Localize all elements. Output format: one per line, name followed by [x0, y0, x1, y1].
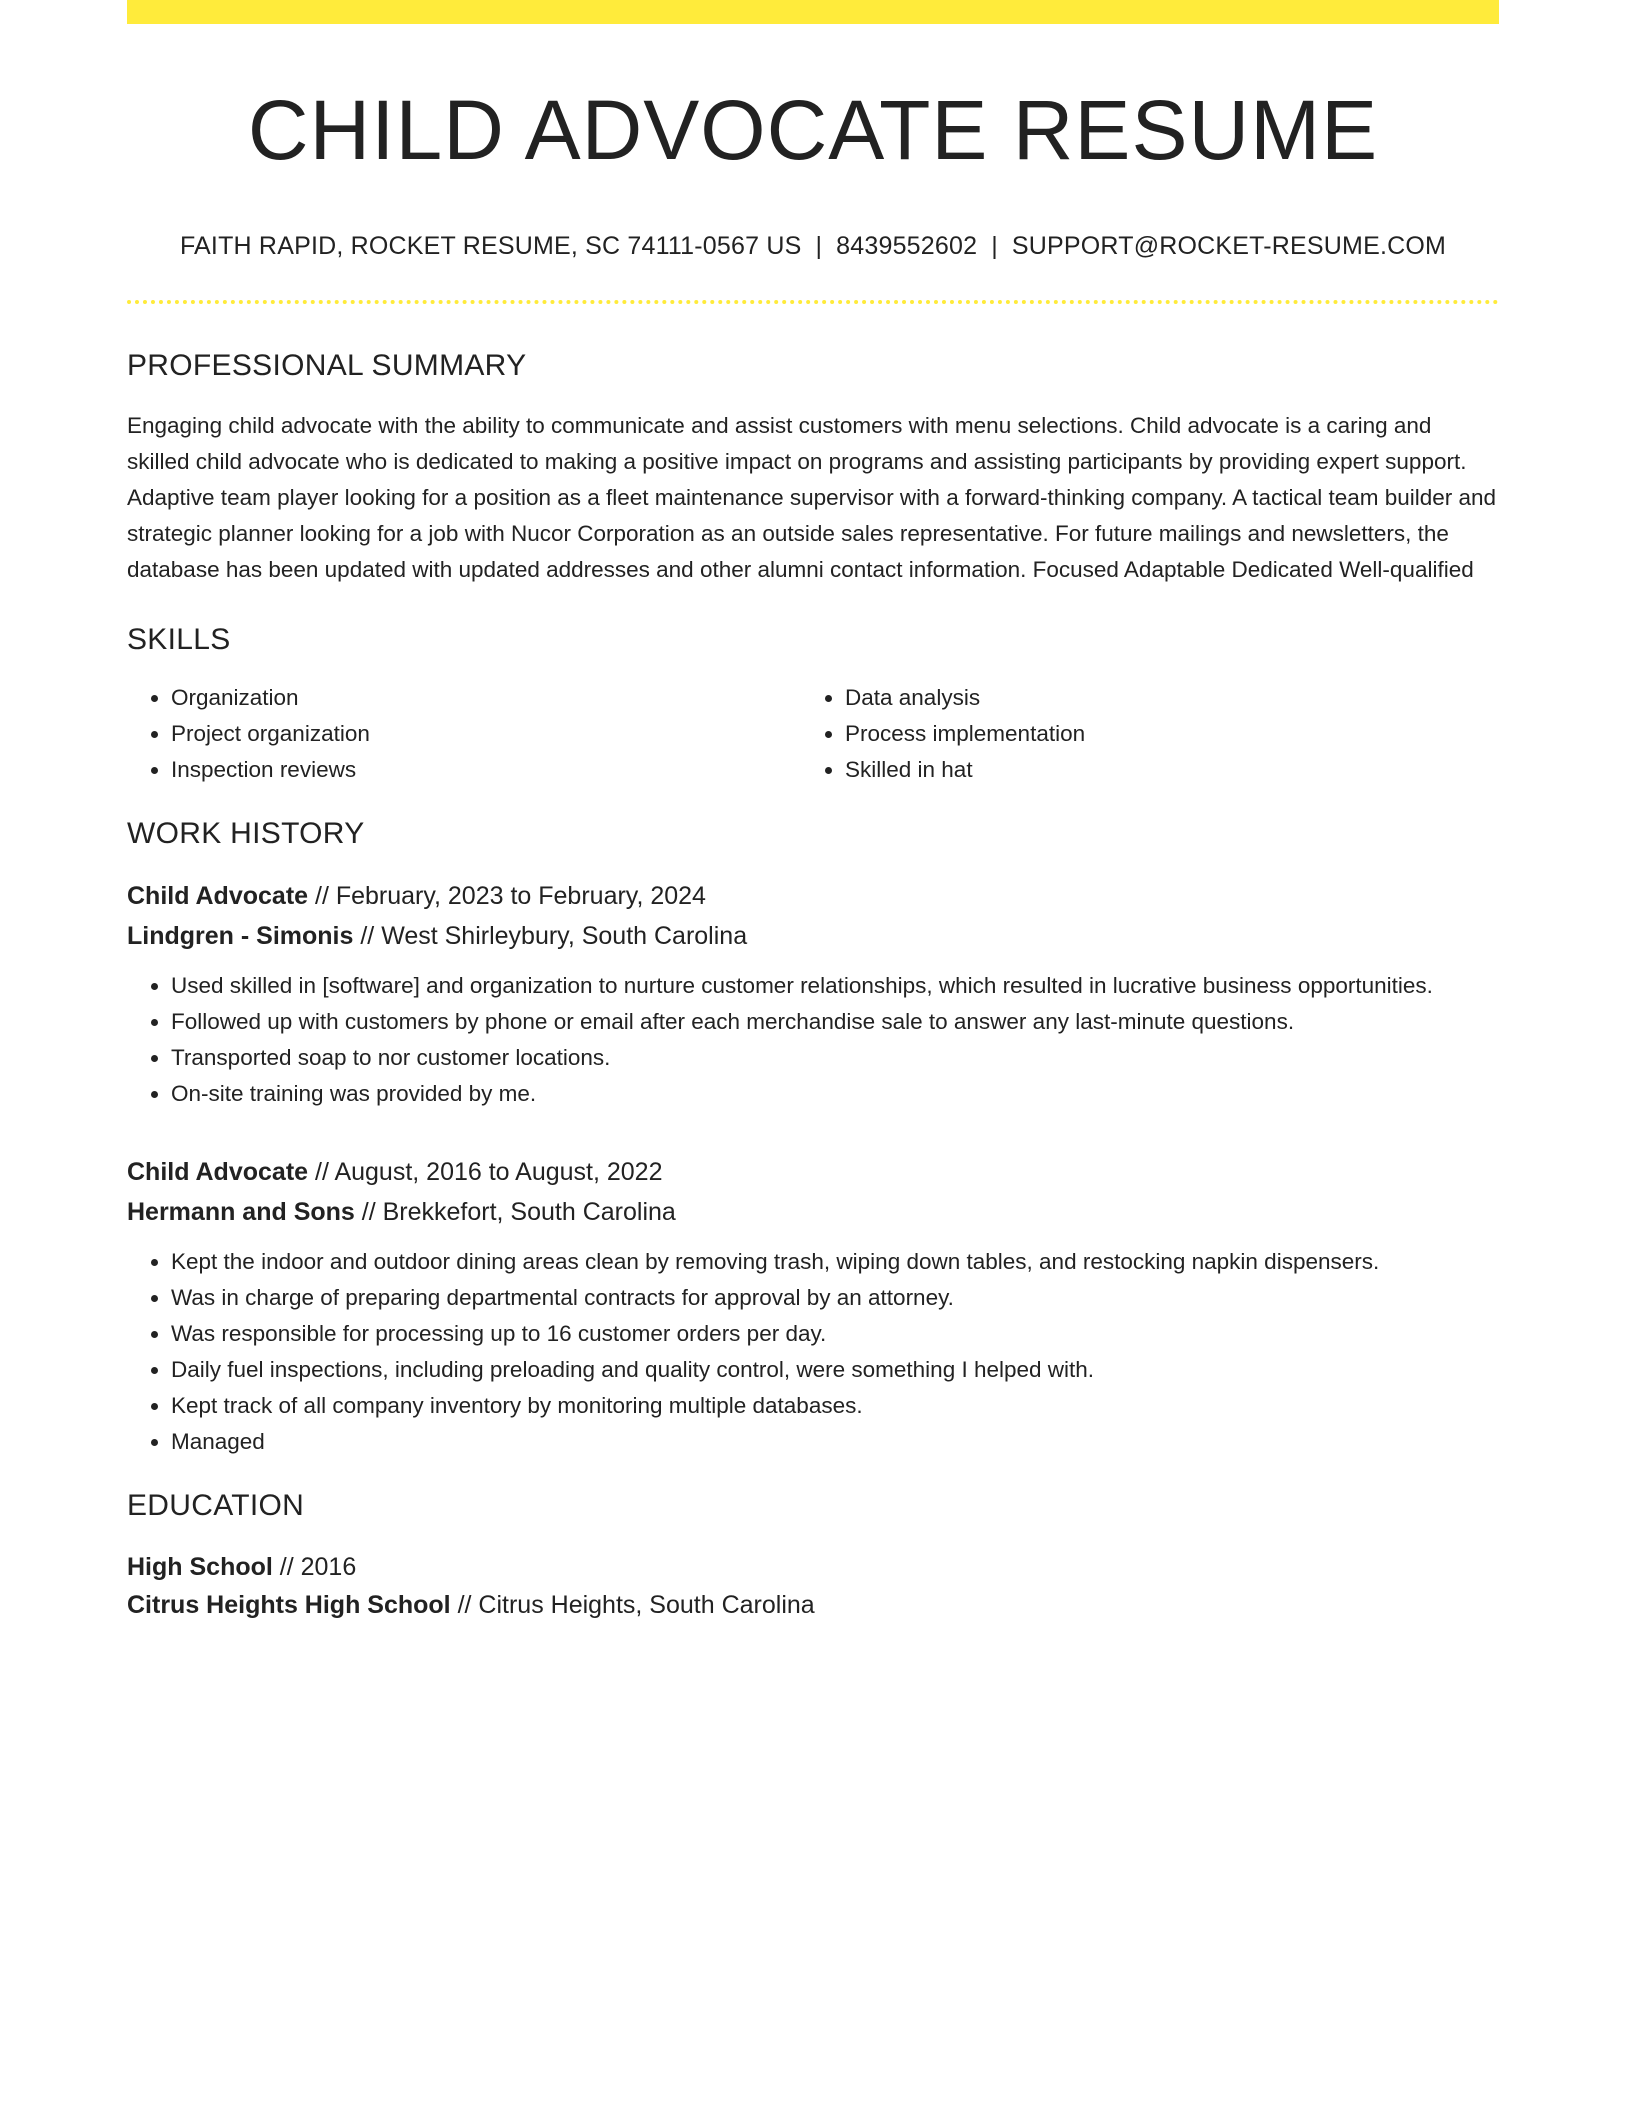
job-bullet: • Daily fuel inspections, including preloading and quality control, were something I helped with.: [171, 1352, 1499, 1388]
skill-item: • Organization: [171, 680, 801, 716]
summary-heading: PROFESSIONAL SUMMARY: [127, 349, 527, 382]
job-location: // Brekkefort, South Carolina: [354, 1198, 676, 1226]
education-degree: High School: [127, 1553, 273, 1581]
job-bullet: • Transported soap to nor customer locations.: [171, 1040, 1499, 1076]
job-bullet: • Kept track of all company inventory by monitoring multiple databases.: [171, 1388, 1499, 1424]
contact-address: FAITH RAPID, ROCKET RESUME, SC 74111-0567 US: [179, 232, 802, 260]
education-school-line: [127, 1586, 1499, 1624]
job-title-line: [127, 876, 1499, 916]
job-title: Child Advocate: [127, 882, 309, 910]
resume-title: CHILD ADVOCATE RESUME: [247, 83, 1379, 177]
job-location: // West Shirleybury, South Carolina: [353, 922, 748, 950]
job-bullet: • On-site training was provided by me.: [171, 1076, 1499, 1112]
job-company-line: [127, 1192, 1499, 1232]
job-bullet: • Kept the indoor and outdoor dining areas clean by removing trash, wiping down tables, and restocking napkin dispensers.: [171, 1244, 1499, 1280]
skills-list: [127, 680, 1499, 788]
work-history-heading: WORK HISTORY: [127, 817, 365, 850]
job-dates: // August, 2016 to August, 2022: [308, 1158, 663, 1186]
job-entry: [127, 1152, 1499, 1460]
education-year: // 2016: [272, 1553, 357, 1581]
job-bullet: • Was in charge of preparing departmental contracts for approval by an attorney.: [171, 1280, 1499, 1316]
contact-line: [127, 230, 1499, 262]
dotted-divider: [127, 300, 1499, 304]
accent-top-bar: [127, 0, 1499, 24]
education-school: Citrus Heights High School: [127, 1591, 451, 1619]
job-entry: [127, 876, 1499, 1112]
skill-item: • Inspection reviews: [171, 752, 801, 788]
skills-heading: SKILLS: [127, 623, 231, 656]
job-title-line: [127, 1152, 1499, 1192]
job-company: Lindgren - Simonis: [127, 922, 354, 950]
resume-page: [127, 0, 1499, 1624]
education-entry: [127, 1548, 1499, 1624]
summary-text: Engaging child advocate with the ability to communicate and assist customers with menu selections. Child advocate is a caring and skilled child advocate who is dedicated to making a positive impact on programs and assisting participants by providing expert support. Adaptive team player looking for a position as a fleet maintenance supervisor with a forward-thinking company. A tactical team builder and strategic planner looking for a job with Nucor Corporation as an outside sales representative. For future mailings and newsletters, the database has been updated with updated addresses and other alumni contact information. Focused Adaptable Dedicated Well-qualified: [127, 413, 1497, 582]
job-title: Child Advocate: [127, 1158, 309, 1186]
skill-item: • Data analysis: [845, 680, 1475, 716]
skills-column-right: [801, 680, 1475, 788]
education-degree-line: [127, 1548, 1499, 1586]
skill-item: • Project organization: [171, 716, 801, 752]
job-bullet: • Was responsible for processing up to 16 customer orders per day.: [171, 1316, 1499, 1352]
education-heading: EDUCATION: [127, 1489, 305, 1522]
contact-separator: |: [815, 232, 823, 260]
contact-email: SUPPORT@ROCKET-RESUME.COM: [1011, 232, 1447, 260]
job-company: Hermann and Sons: [127, 1198, 355, 1226]
skill-item: • Skilled in hat: [845, 752, 1475, 788]
skills-column-left: [127, 680, 801, 788]
contact-separator: |: [991, 232, 998, 260]
job-company-line: [127, 916, 1499, 956]
job-dates: // February, 2023 to February, 2024: [308, 882, 706, 910]
education-location: // Citrus Heights, South Carolina: [450, 1591, 815, 1619]
job-bullets: [127, 1244, 1499, 1460]
skill-item: • Process implementation: [845, 716, 1475, 752]
job-bullet: • Managed: [171, 1424, 1499, 1460]
contact-phone: 8439552602: [836, 232, 978, 260]
job-bullet: • Used skilled in [software] and organization to nurture customer relationships, which resulted in lucrative business opportunities.: [171, 968, 1499, 1004]
job-bullets: [127, 968, 1499, 1112]
job-bullet: • Followed up with customers by phone or email after each merchandise sale to answer any last-minute questions.: [171, 1004, 1499, 1040]
